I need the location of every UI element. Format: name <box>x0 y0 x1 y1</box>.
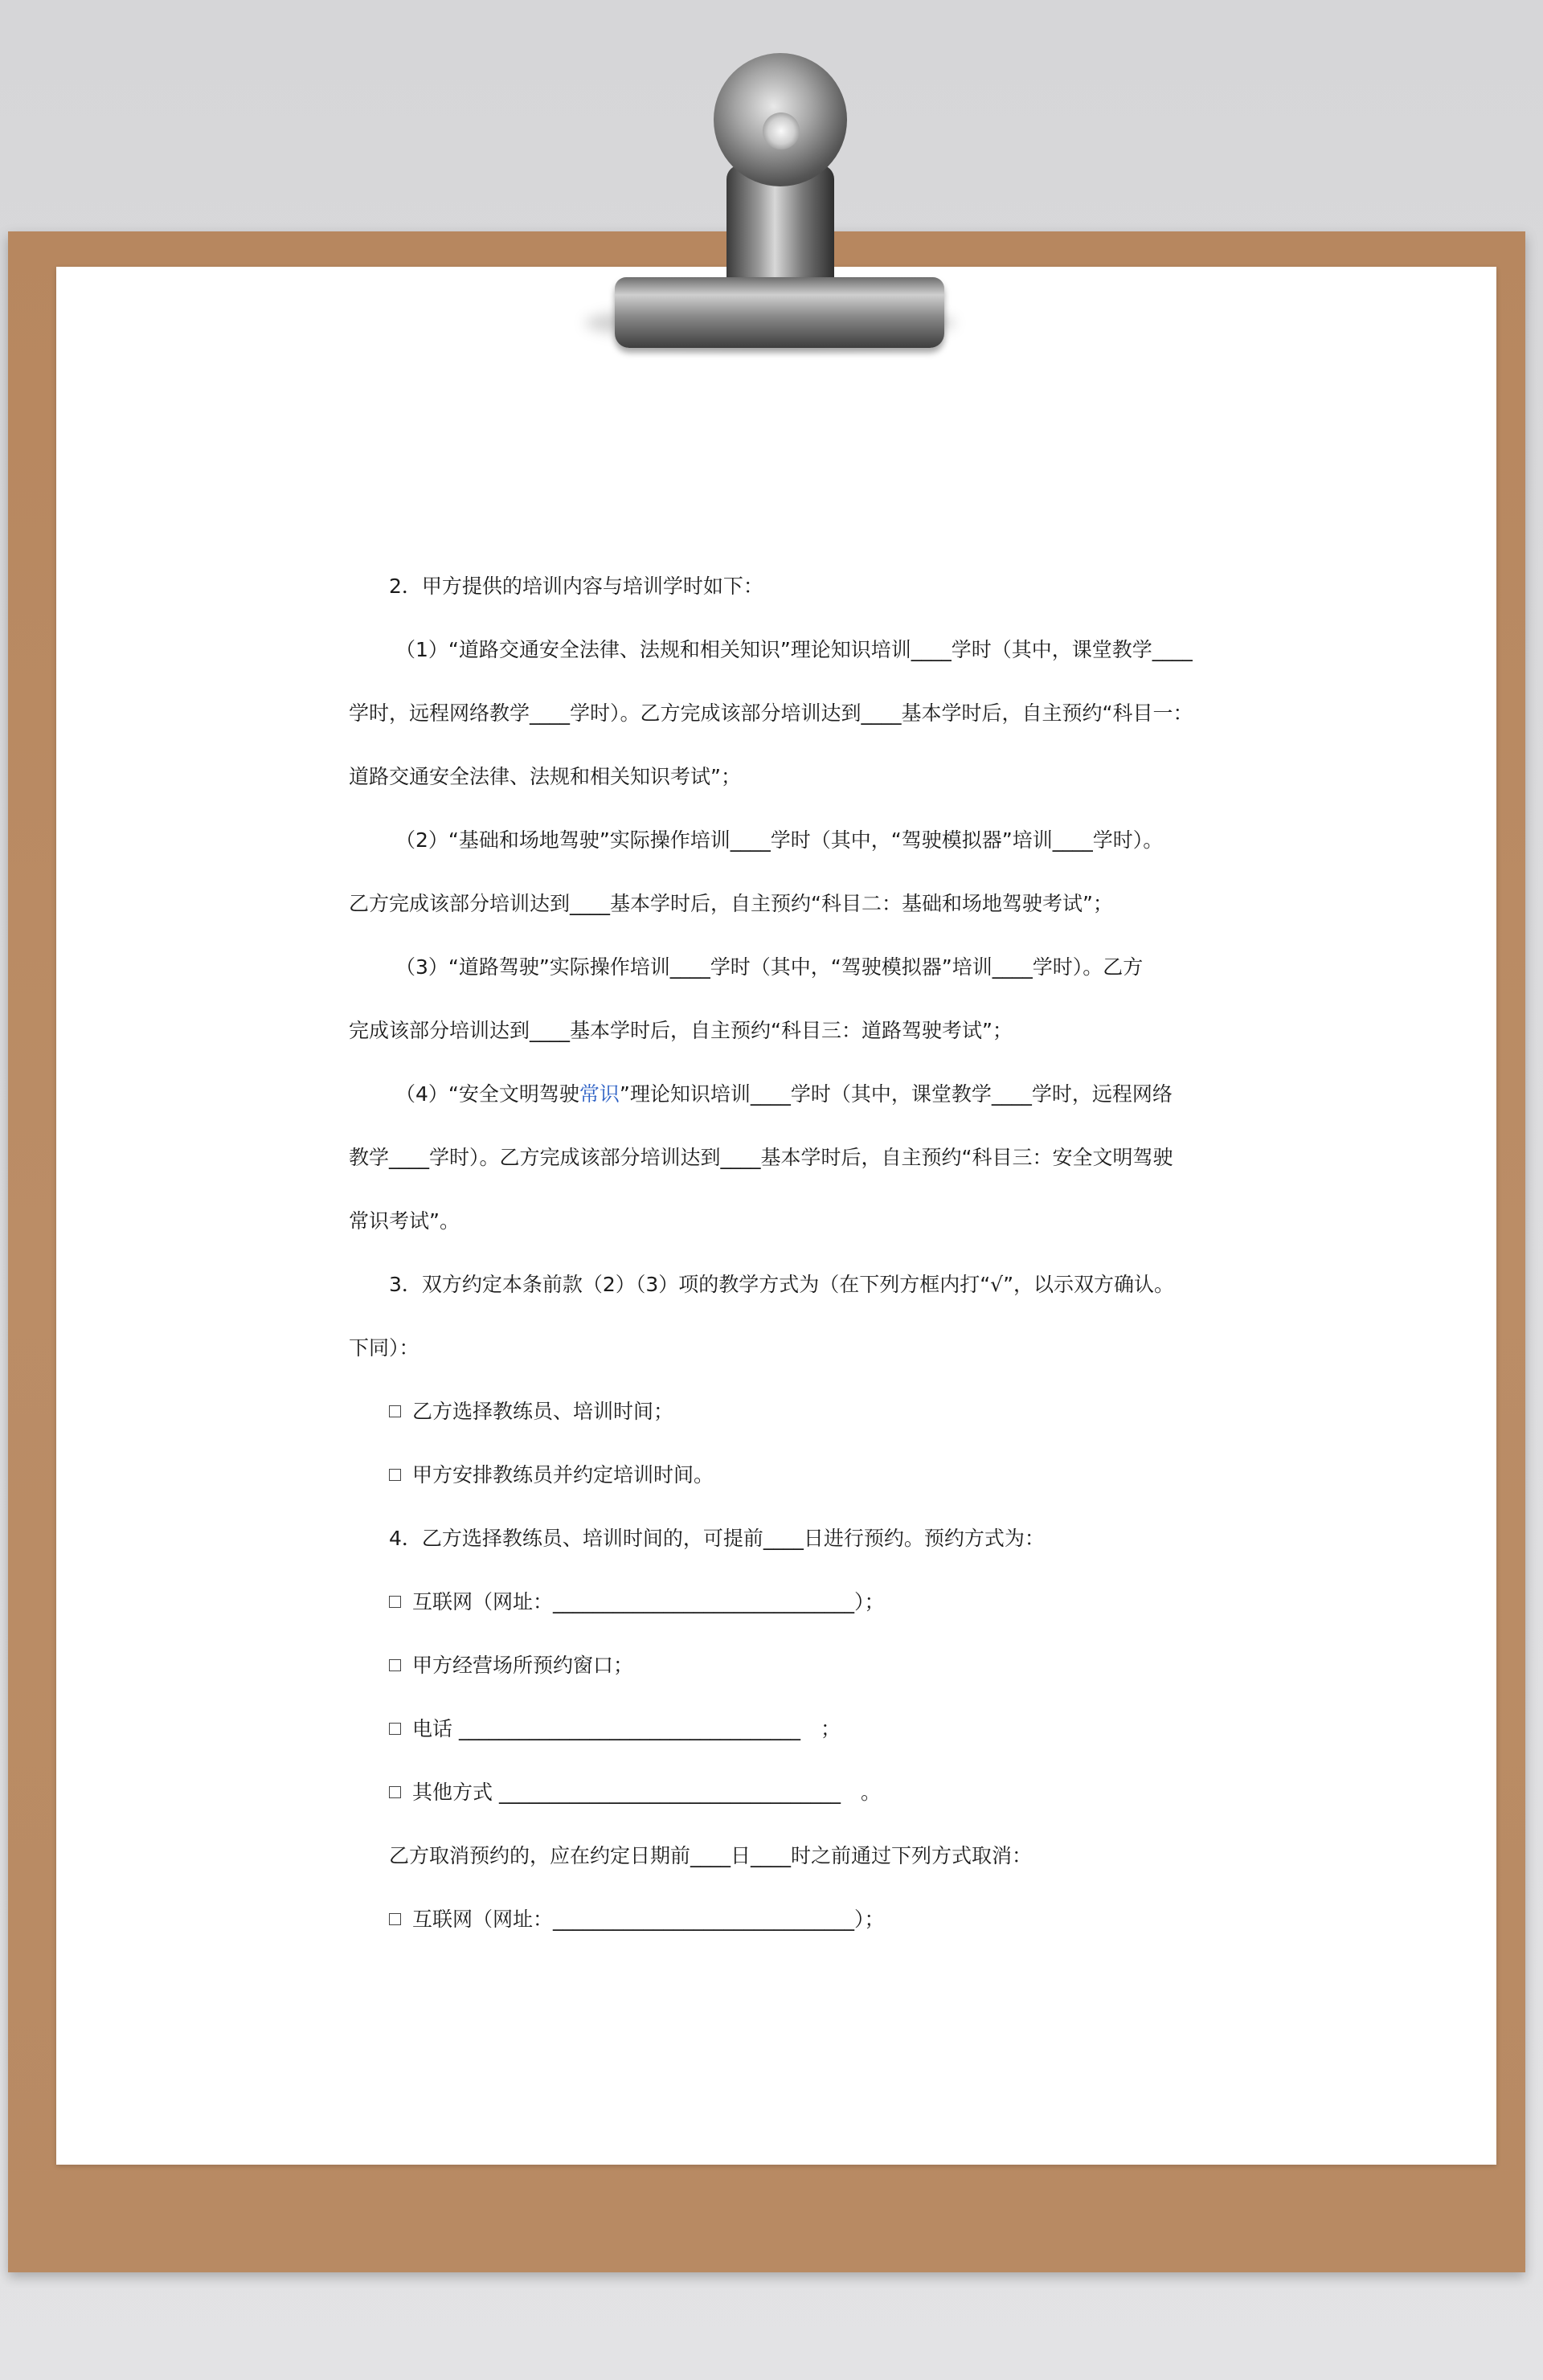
checkbox-icon[interactable] <box>389 1913 401 1925</box>
option-label: 电话 __________________________________ ； <box>412 1717 841 1740</box>
item2-p2-line2: 乙方完成该部分培训达到____基本学时后，自主预约“科目二：基础和场地驾驶考试”； <box>349 892 1113 915</box>
item2-p4-line1 <box>349 1062 1193 1126</box>
item2-title: 2．甲方提供的培训内容与培训学时如下： <box>389 575 763 598</box>
checkbox-icon[interactable] <box>389 1786 401 1798</box>
option-label: 甲方经营场所预约窗口； <box>412 1654 634 1677</box>
item4-option-window <box>349 1634 1193 1697</box>
item2-p4-text-b: ”理论知识培训____学时（其中，课堂教学____学时，远程网络 <box>619 1082 1173 1106</box>
document-body <box>349 554 1193 1951</box>
item3-option2 <box>349 1443 1193 1507</box>
item2-p1-line2: 学时，远程网络教学____学时）。乙方完成该部分培训达到____基本学时后，自主预约“科目一： <box>349 701 1193 725</box>
item4-option-internet <box>349 1570 1193 1634</box>
checkbox-icon[interactable] <box>389 1723 401 1735</box>
item2-p4-text-a: （4）“安全文明驾驶 <box>395 1082 579 1106</box>
item2-p1-line3: 道路交通安全法律、法规和相关知识考试”； <box>349 765 741 788</box>
option-label: 甲方安排教练员并约定培训时间。 <box>412 1463 714 1486</box>
item2-p3-line2: 完成该部分培训达到____基本学时后，自主预约“科目三：道路驾驶考试”； <box>349 1019 1013 1042</box>
option-label: 互联网（网址：______________________________）； <box>412 1590 885 1613</box>
clip-jaw <box>615 277 944 348</box>
checkbox-icon[interactable] <box>389 1469 401 1481</box>
option-label: 乙方选择教练员、培训时间； <box>412 1400 674 1423</box>
clip-hole <box>763 112 800 149</box>
checkbox-icon[interactable] <box>389 1596 401 1608</box>
item3-option1 <box>349 1380 1193 1443</box>
item2-p1-line1: （1）“道路交通安全法律、法规和相关知识”理论知识培训____学时（其中，课堂教学____ <box>395 638 1193 661</box>
item3-line2: 下同）： <box>349 1336 420 1360</box>
item2-p4-line2: 教学____学时）。乙方完成该部分培训达到____基本学时后，自主预约“科目三：安全文明驾驶 <box>349 1146 1173 1169</box>
item4-cancel-internet <box>349 1887 1193 1951</box>
item2-p3-line1: （3）“道路驾驶”实际操作培训____学时（其中，“驾驶模拟器”培训____学时）。乙方 <box>395 955 1144 979</box>
checkbox-icon[interactable] <box>389 1659 401 1671</box>
item2-p4-line3: 常识考试”。 <box>349 1209 460 1233</box>
item4-option-other <box>349 1760 1193 1824</box>
item4-option-phone <box>349 1697 1193 1760</box>
checkbox-icon[interactable] <box>389 1405 401 1417</box>
option-label: 互联网（网址：______________________________）； <box>412 1908 885 1931</box>
item2-p2-line1: （2）“基础和场地驾驶”实际操作培训____学时（其中，“驾驶模拟器”培训____学时）。 <box>395 828 1164 852</box>
item4-cancel-title: 乙方取消预约的，应在约定日期前____日____时之前通过下列方式取消： <box>389 1844 1033 1867</box>
option-label: 其他方式 __________________________________ 。 <box>412 1781 881 1804</box>
common-knowledge-link[interactable]: 常识 <box>579 1082 620 1106</box>
item3-line1: 3．双方约定本条前款（2）（3）项的教学方式为（在下列方框内打“√”，以示双方确认。 <box>389 1273 1175 1296</box>
item4-title: 4．乙方选择教练员、培训时间的，可提前____日进行预约。预约方式为： <box>389 1527 1045 1550</box>
